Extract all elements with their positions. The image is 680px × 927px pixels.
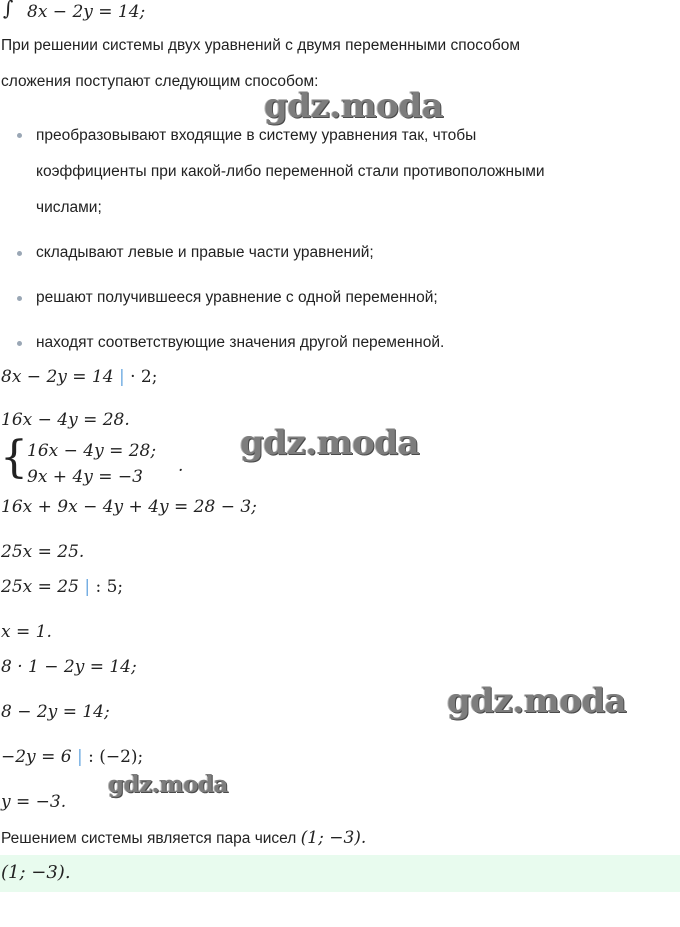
equation-line — [1, 577, 123, 597]
equation-line — [1, 747, 143, 767]
watermark-logo: gdz.moda — [264, 86, 444, 126]
step-1-line-1: преобразовывают входящие в систему уравнения так, чтобы — [36, 127, 477, 144]
watermark-logo: gdz.moda — [447, 681, 627, 721]
system-equation-b: 9x + 4y = −3 — [27, 467, 143, 487]
step-1-line-2: коэффициенты при какой-либо переменной стали противоположными — [36, 163, 545, 180]
equation-line: 8 − 2y = 14; — [1, 702, 110, 722]
equation-line: x = 1. — [1, 622, 52, 642]
equation-line — [1, 367, 157, 387]
operation-text: · 2; — [130, 367, 158, 387]
conclusion-line — [1, 828, 366, 849]
system-end: . — [178, 456, 184, 476]
watermark-logo: gdz.moda — [108, 771, 228, 798]
step-3: решают получившееся уравнение с одной переменной; — [36, 289, 438, 306]
intro-line-2: сложения поступают следующим способом: — [1, 73, 319, 90]
divider-bar: | — [76, 747, 83, 767]
equation-text: 25x = 25 — [1, 577, 79, 597]
answer-value: (1; −3). — [1, 862, 71, 883]
bullet-dot — [17, 296, 22, 301]
equation-line: 16x + 9x − 4y + 4y = 28 − 3; — [1, 497, 257, 517]
equation-text: −2y = 6 — [1, 747, 72, 767]
intro-line-1: При решении системы двух уравнений с двумя переменными способом — [1, 37, 520, 54]
equation-line: 25x = 25. — [1, 542, 85, 562]
conclusion-text: Решением системы является пара чисел — [1, 830, 297, 847]
equation-line: 16x − 4y = 28. — [1, 410, 130, 430]
operation-text: : (−2); — [88, 747, 144, 767]
equation-line: y = −3. — [1, 792, 67, 812]
divider-bar: | — [84, 577, 91, 597]
top-equation: 8x − 2y = 14; — [27, 2, 146, 22]
divider-bar: | — [118, 367, 125, 387]
step-1-line-3: числами; — [36, 199, 102, 216]
bullet-dot — [17, 251, 22, 256]
equation-text: 8x − 2y = 14 — [1, 367, 114, 387]
system-equation-a: 16x − 4y = 28; — [27, 441, 157, 461]
operation-text: : 5; — [95, 577, 124, 597]
bullet-dot — [17, 341, 22, 346]
bullet-dot — [17, 133, 22, 138]
system-brace-fragment: ∫ — [3, 0, 14, 20]
watermark-logo: gdz.moda — [240, 423, 420, 463]
step-4: находят соответствующие значения другой переменной. — [36, 334, 445, 351]
conclusion-pair: (1; −3). — [300, 828, 367, 848]
step-2: складывают левые и правые части уравнений; — [36, 244, 374, 261]
answer-box — [0, 855, 680, 892]
system-brace: { — [0, 432, 28, 483]
equation-line: 8 · 1 − 2y = 14; — [1, 657, 137, 677]
